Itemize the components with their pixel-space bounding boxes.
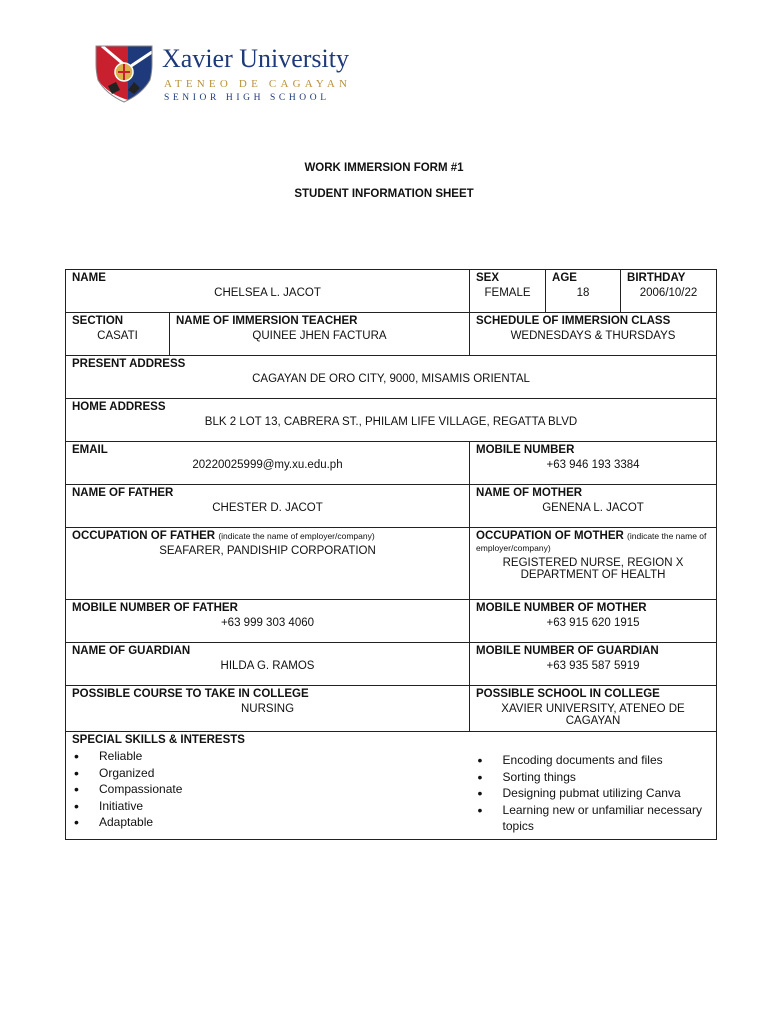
home-address-cell [66, 399, 717, 442]
email-label: EMAIL [72, 444, 108, 456]
email-cell [66, 442, 470, 485]
list-item: • Organized [72, 765, 464, 782]
section-value: CASATI [97, 330, 138, 342]
father-mobile-label: MOBILE NUMBER OF FATHER [72, 602, 238, 614]
list-item: • Encoding documents and files [476, 752, 711, 769]
table-row [66, 399, 717, 442]
skills-cell-left [66, 732, 470, 840]
sex-label: SEX [476, 272, 500, 284]
table-row [66, 313, 717, 356]
birthday-label: BIRTHDAY [627, 272, 686, 284]
father-name-cell [66, 485, 470, 528]
mobile-label: MOBILE NUMBER [476, 444, 575, 456]
guardian-name-cell [66, 643, 470, 686]
table-row [66, 600, 717, 643]
list-item: • Adaptable [72, 814, 464, 831]
birthday-cell [621, 270, 717, 313]
schedule-label: SCHEDULE OF IMMERSION CLASS [476, 315, 671, 327]
mobile-cell [470, 442, 717, 485]
name-cell [66, 270, 470, 313]
table-row [66, 270, 717, 313]
mother-name-value: GENENA L. JACOT [542, 502, 644, 514]
course-value: NURSING [240, 703, 295, 715]
teacher-value: QUINEE JHEN FACTURA [252, 330, 387, 342]
skills-list-right [476, 752, 711, 835]
school-value: XAVIER UNIVERSITY, ATENEO DE CAGAYAN [501, 703, 685, 727]
schedule-value: WEDNESDAYS & THURSDAYS [510, 330, 676, 342]
course-cell [66, 686, 470, 732]
school-division: SENIOR HIGH SCHOOL [164, 93, 330, 103]
list-item: • Initiative [72, 798, 464, 815]
form-subtitle: STUDENT INFORMATION SHEET [294, 188, 474, 200]
list-item: • Compassionate [72, 781, 464, 798]
mother-name-label: NAME OF MOTHER [476, 487, 583, 499]
guardian-mobile-label: MOBILE NUMBER OF GUARDIAN [476, 645, 659, 657]
teacher-cell [170, 313, 470, 356]
father-occupation-note: (indicate the name of employer/company) [218, 531, 375, 541]
teacher-label: NAME OF IMMERSION TEACHER [176, 315, 358, 327]
section-cell [66, 313, 170, 356]
home-address-value: BLK 2 LOT 13, CABRERA ST., PHILAM LIFE VILLAGE, REGATTA BLVD [204, 416, 578, 428]
sex-cell [470, 270, 546, 313]
mother-name-cell [470, 485, 717, 528]
father-mobile-cell [66, 600, 470, 643]
form-title: WORK IMMERSION FORM #1 [304, 162, 464, 174]
mother-occupation-note: (indicate the name of employer/company) [476, 531, 707, 553]
father-occupation-label: OCCUPATION OF FATHER (indicate the name of employer/company) [72, 530, 375, 542]
skills-label: SPECIAL SKILLS & INTERESTS [72, 734, 245, 746]
university-subtitle: ATENEO DE CAGAYAN [164, 78, 352, 90]
age-cell [546, 270, 621, 313]
father-name-label: NAME OF FATHER [72, 487, 174, 499]
mother-occupation-value: REGISTERED NURSE, REGION X DEPARTMENT OF HEALTH [502, 557, 684, 581]
birthday-value: 2006/10/22 [639, 287, 698, 299]
table-row [66, 528, 717, 600]
table-row [66, 686, 717, 732]
sex-value: FEMALE [484, 287, 531, 299]
mother-mobile-label: MOBILE NUMBER OF MOTHER [476, 602, 647, 614]
list-item: • Learning new or unfamiliar necessary topics [476, 802, 711, 835]
father-name-value: CHESTER D. JACOT [212, 502, 323, 514]
list-item: • Sorting things [476, 769, 711, 786]
table-row [66, 485, 717, 528]
mother-mobile-cell [470, 600, 717, 643]
table-row [66, 643, 717, 686]
guardian-name-label: NAME OF GUARDIAN [72, 645, 191, 657]
name-value: CHELSEA L. JACOT [214, 287, 321, 299]
list-item: • Reliable [72, 748, 464, 765]
father-mobile-value: +63 999 303 4060 [220, 617, 315, 629]
section-label: SECTION [72, 315, 124, 327]
home-address-label: HOME ADDRESS [72, 401, 166, 413]
present-address-label: PRESENT ADDRESS [72, 358, 186, 370]
mother-occupation-label: OCCUPATION OF MOTHER (indicate the name of employer/company) [476, 530, 707, 553]
mother-mobile-value: +63 915 620 1915 [546, 617, 640, 629]
course-label: POSSIBLE COURSE TO TAKE IN COLLEGE [72, 688, 309, 700]
father-occupation-cell [66, 528, 470, 600]
university-name: Xavier University [162, 44, 350, 73]
guardian-name-value: HILDA G. RAMOS [220, 660, 315, 672]
age-value: 18 [576, 287, 590, 299]
age-label: AGE [552, 272, 577, 284]
table-row [66, 442, 717, 485]
email-value: 20220025999@my.xu.edu.ph [192, 459, 343, 471]
student-info-table [65, 269, 717, 840]
table-row [66, 732, 717, 840]
father-occupation-value: SEAFARER, PANDISHIP CORPORATION [159, 545, 376, 557]
school-crest-icon [94, 42, 154, 104]
guardian-mobile-cell [470, 643, 717, 686]
list-item: • Designing pubmat utilizing Canva [476, 785, 711, 802]
skills-cell-right [470, 732, 717, 840]
school-cell [470, 686, 717, 732]
skills-list-left [72, 748, 464, 831]
guardian-mobile-value: +63 935 587 5919 [546, 660, 640, 672]
schedule-cell [470, 313, 717, 356]
table-row [66, 356, 717, 399]
present-address-value: CAGAYAN DE ORO CITY, 9000, MISAMIS ORIENTAL [252, 373, 530, 385]
school-label: POSSIBLE SCHOOL IN COLLEGE [476, 688, 660, 700]
name-label: NAME [72, 272, 106, 284]
mobile-value: +63 946 193 3384 [546, 459, 640, 471]
school-logo [94, 42, 369, 104]
mother-occupation-cell [470, 528, 717, 600]
present-address-cell [66, 356, 717, 399]
